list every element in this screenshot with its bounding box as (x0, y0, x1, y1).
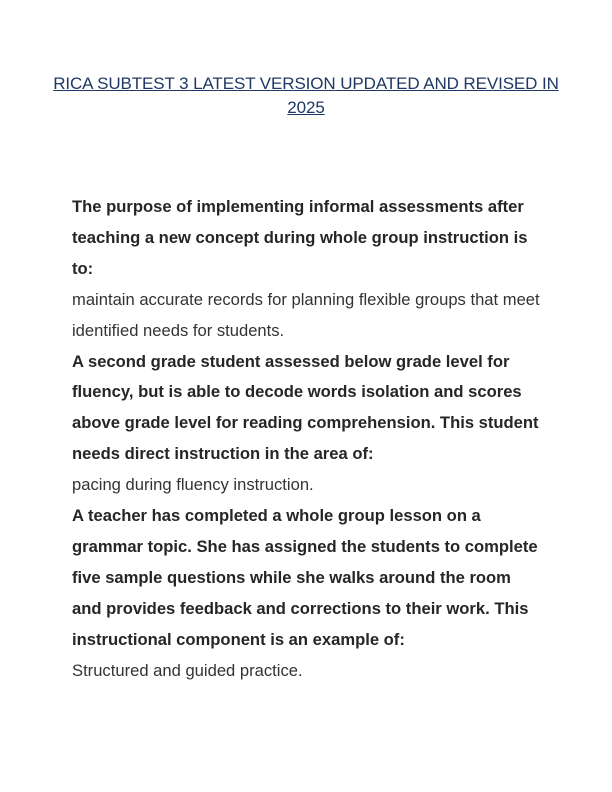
answer-3: Structured and guided practice. (72, 660, 303, 680)
document-title (40, 72, 572, 120)
question-1: The purpose of implementing informal assessments after teaching a new concept during whole group instruction is to: (72, 197, 528, 278)
answer-1: maintain accurate records for planning flexible groups that meet identified needs for students. (72, 289, 540, 340)
title-part-1: RICA SUBTEST 3 LATEST VERSION (53, 74, 336, 93)
title-part-2: UPDATED AND REVISED IN 2025 (287, 74, 559, 117)
question-2: A second grade student assessed below grade level for fluency, but is able to decode words isolation and scores above grade level for reading comprehension. This student needs direct instruction in the area of: (72, 351, 539, 464)
answer-2: pacing during fluency instruction. (72, 475, 314, 495)
qa-content (72, 192, 542, 687)
question-3: A teacher has completed a whole group lesson on a grammar topic. She has assigned the students to complete five sample questions while she walks around the room and provides feedback and corrections to their work. This instructional component is an example of: (72, 506, 538, 649)
